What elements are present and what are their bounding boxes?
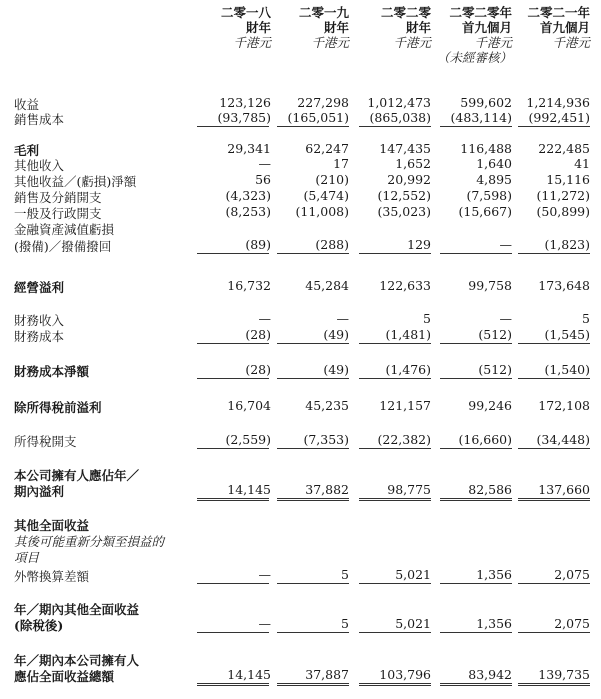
table-cell-value: 1,356 [476,616,512,631]
column-header-unit: 千港元 [393,35,431,50]
double-underline [440,683,512,686]
table-cell-value: (5,474) [303,188,349,203]
column-header-line2: 財年 [245,20,271,35]
table-cell-value: (28) [245,362,271,377]
table-cell-value: (8,253) [225,204,271,219]
row-label: 毛利 [14,143,40,158]
row-label: 項目 [14,550,40,565]
table-cell-value: 16,732 [227,278,271,293]
underline [518,126,590,127]
table-cell-value: (7,353) [303,432,349,447]
column-header-line1: 二零一八 [220,5,271,20]
table-cell-value: 29,341 [227,141,271,156]
underline [359,126,431,127]
underline [440,583,512,584]
underline [518,378,590,379]
table-cell-value: (512) [478,327,512,342]
column-header-line2: 首九個月 [539,20,590,35]
table-cell-value: 17 [333,156,349,171]
table-cell-value: 20,992 [387,172,431,187]
table-cell-value: 5 [582,311,590,326]
underline [359,632,431,633]
table-cell-value: 5 [341,567,349,582]
row-label: 應佔全面收益總額 [14,669,115,684]
underline [197,632,269,633]
double-underline [440,498,512,501]
table-cell-value: 2,075 [554,567,590,582]
table-cell-value: (49) [323,362,349,377]
double-underline [518,498,590,501]
table-cell-value: (34,448) [536,432,590,447]
double-underline [277,498,349,501]
row-label: 銷售成本 [14,112,65,127]
table-cell-value: 139,735 [538,667,590,682]
column-header-unit: 千港元 [474,35,512,50]
underline [518,448,590,449]
table-cell-value: 173,648 [538,278,590,293]
table-cell-value: 14,145 [227,482,271,497]
column-header-line1: 二零一九 [298,5,349,20]
row-label: 外幣換算差額 [14,569,90,584]
table-cell-value: 1,652 [395,156,431,171]
row-label: 金融資產減值虧損 [14,222,115,237]
column-header-note: （未經審核） [436,50,512,65]
double-underline [197,683,269,686]
table-cell-value: 103,796 [379,667,431,682]
row-label: 年／期內本公司擁有人 [14,653,140,668]
table-cell-value: (1,481) [385,327,431,342]
table-cell-value: 45,235 [305,398,349,413]
underline [440,126,512,127]
table-cell-value: (165,051) [287,110,349,125]
row-label: 收益 [14,97,40,112]
table-cell-value: 222,485 [538,141,590,156]
table-cell-value: 172,108 [538,398,590,413]
table-cell-value: (2,559) [225,432,271,447]
underline [197,253,269,254]
table-cell-value: (483,114) [450,110,512,125]
underline [197,583,269,584]
row-label: 其後可能重新分類至損益的 [14,534,165,549]
underline [440,253,512,254]
table-cell-value: — [258,616,271,631]
column-header [259,5,349,50]
underline [277,448,349,449]
row-label: 除所得稅前溢利 [14,400,102,415]
table-cell-value: — [258,156,271,171]
table-cell-value: (89) [245,237,271,252]
underline [440,378,512,379]
table-cell-value: 599,602 [460,95,512,110]
table-cell-value: 1,012,473 [367,95,431,110]
table-cell-value: 147,435 [379,141,431,156]
table-cell-value: 4,895 [476,172,512,187]
table-cell-value: 62,247 [305,141,349,156]
table-cell-value: 83,942 [468,667,512,682]
column-header [500,5,590,50]
table-cell-value: 16,704 [227,398,271,413]
underline [277,253,349,254]
table-cell-value: 82,586 [468,482,512,497]
column-header [422,5,512,65]
column-header-unit: 千港元 [552,35,590,50]
table-cell-value: (210) [315,172,349,187]
table-cell-value: 37,887 [305,667,349,682]
table-cell-value: (15,667) [458,204,512,219]
underline [518,632,590,633]
underline [277,343,349,344]
underline [277,126,349,127]
table-cell-value: 5,021 [395,616,431,631]
column-header-line1: 二零二一年 [527,5,590,20]
table-cell-value: (28) [245,327,271,342]
table-cell-value: 137,660 [538,482,590,497]
table-cell-value: (12,552) [377,188,431,203]
column-header-line2: 財年 [323,20,349,35]
underline [359,583,431,584]
table-cell-value: (288) [315,237,349,252]
row-label: 其他收入 [14,158,65,173]
table-cell-value: 56 [255,172,271,187]
underline [359,378,431,379]
table-cell-value: (22,382) [377,432,431,447]
table-cell-value: 1,214,936 [526,95,590,110]
table-cell-value: 14,145 [227,667,271,682]
table-cell-value: (1,476) [385,362,431,377]
double-underline [518,683,590,686]
row-label: (除稅後) [14,618,64,633]
row-label: 年／期內其他全面收益 [14,602,140,617]
table-cell-value: (35,023) [377,204,431,219]
table-cell-value: 37,882 [305,482,349,497]
row-label: 財務收入 [14,313,65,328]
table-cell-value: 227,298 [297,95,349,110]
table-cell-value: 123,126 [219,95,271,110]
row-label: 一般及行政開支 [14,206,102,221]
row-label: 其他收益／(虧損)淨額 [14,174,137,189]
table-cell-value: 5 [341,616,349,631]
underline [277,583,349,584]
table-cell-value: 45,284 [305,278,349,293]
double-underline [359,498,431,501]
table-cell-value: — [258,311,271,326]
column-header-line2: 財年 [405,20,431,35]
column-header-unit: 千港元 [233,35,271,50]
underline [518,343,590,344]
table-cell-value: 5,021 [395,567,431,582]
row-label: 財務成本淨額 [14,364,90,379]
column-header-line2: 首九個月 [461,20,512,35]
column-header [341,5,431,50]
column-header-line1: 二零二零 [380,5,431,20]
table-cell-value: (512) [478,362,512,377]
underline [440,448,512,449]
table-cell-value: (865,038) [369,110,431,125]
underline [359,253,431,254]
table-cell-value: (7,598) [466,188,512,203]
double-underline [277,683,349,686]
row-label: 所得稅開支 [14,434,77,449]
column-header-line1: 二零二零年 [449,5,512,20]
table-cell-value: 129 [407,237,431,252]
row-label: 銷售及分銷開支 [14,190,102,205]
table-cell-value: 2,075 [554,616,590,631]
table-cell-value: — [499,237,512,252]
table-cell-value: (1,545) [544,327,590,342]
table-cell-value: 121,157 [379,398,431,413]
row-label: 期內溢利 [14,484,65,499]
row-label: 本公司擁有人應佔年／ [14,468,140,483]
table-cell-value: 1,640 [476,156,512,171]
table-cell-value: 99,758 [468,278,512,293]
table-cell-value: (11,008) [295,204,349,219]
table-cell-value: — [499,311,512,326]
underline [359,343,431,344]
column-header [181,5,271,50]
underline [197,126,269,127]
table-cell-value: (11,272) [536,188,590,203]
table-cell-value: (4,323) [225,188,271,203]
table-cell-value: 122,633 [379,278,431,293]
table-cell-value: 41 [574,156,590,171]
table-cell-value: 98,775 [387,482,431,497]
table-cell-value: (49) [323,327,349,342]
underline [440,343,512,344]
table-cell-value: — [336,311,349,326]
table-cell-value: 15,116 [546,172,590,187]
row-label: 其他全面收益 [14,518,90,533]
table-cell-value: (50,899) [536,204,590,219]
underline [518,583,590,584]
row-label: 財務成本 [14,329,65,344]
column-header-unit: 千港元 [311,35,349,50]
table-cell-value: (16,660) [458,432,512,447]
table-cell-value: (992,451) [528,110,590,125]
double-underline [359,683,431,686]
underline [277,632,349,633]
underline [197,343,269,344]
table-cell-value: — [258,567,271,582]
table-cell-value: 1,356 [476,567,512,582]
row-label: (撥備)／撥備撥回 [14,239,112,254]
table-cell-value: (1,823) [544,237,590,252]
underline [197,448,269,449]
underline [518,253,590,254]
table-cell-value: (93,785) [217,110,271,125]
table-cell-value: (1,540) [544,362,590,377]
table-cell-value: 116,488 [460,141,512,156]
underline [440,632,512,633]
row-label: 經營溢利 [14,280,65,295]
underline [359,448,431,449]
table-cell-value: 5 [423,311,431,326]
underline [197,378,269,379]
underline [277,378,349,379]
double-underline [197,498,269,501]
table-cell-value: 99,246 [468,398,512,413]
